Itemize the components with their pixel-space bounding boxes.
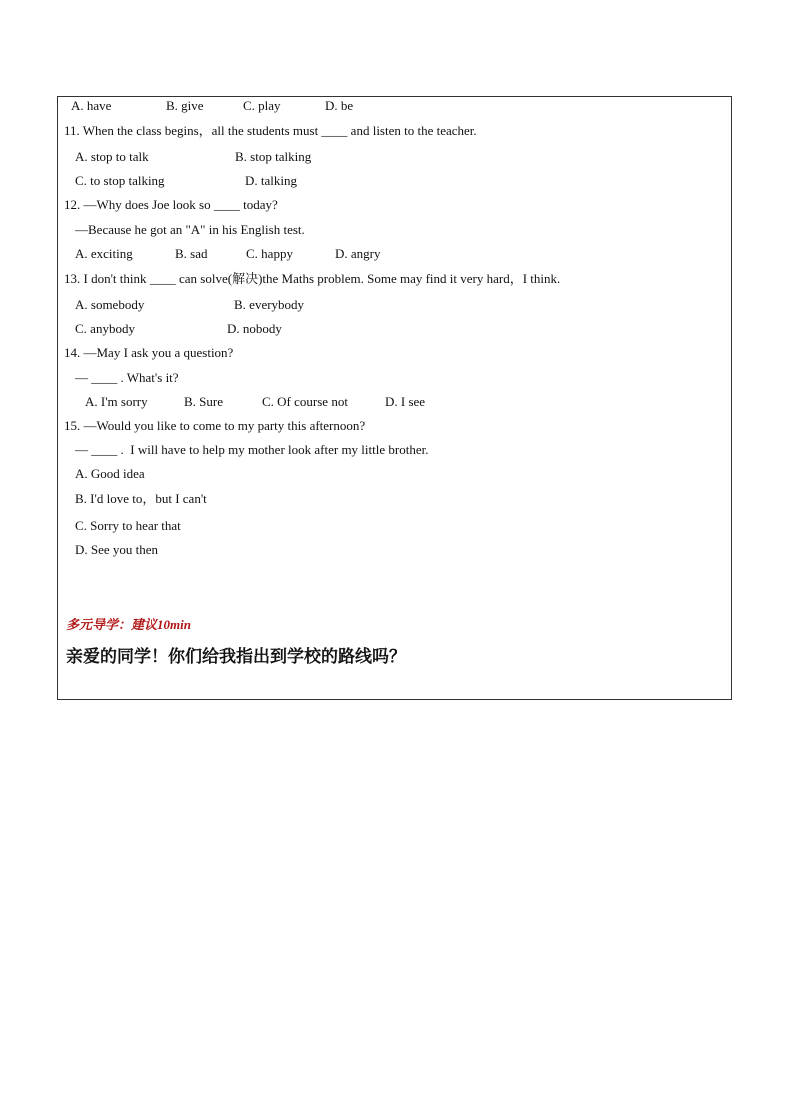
q13-stem: 13. I don't think ____ can solve(解决)the Maths problem. Some may find it very hard，I think. bbox=[64, 271, 561, 286]
q14-option-b: B. Sure bbox=[184, 394, 223, 409]
q15-option-d: D. See you then bbox=[75, 542, 159, 557]
q15-option-a: A. Good idea bbox=[75, 466, 145, 481]
q13-option-c: C. anybody bbox=[75, 321, 135, 336]
q12-option-b: B. sad bbox=[175, 246, 208, 261]
q12-stem: 12. —Why does Joe look so ____ today? bbox=[64, 197, 278, 212]
q11-option-d: D. talking bbox=[245, 173, 297, 188]
q11-stem: 11. When the class begins，all the students must ____ and listen to the teacher. bbox=[64, 123, 477, 138]
q13-option-a: A. somebody bbox=[75, 297, 145, 312]
q15-option-c: C. Sorry to hear that bbox=[75, 518, 181, 533]
q11-option-c: C. to stop talking bbox=[75, 173, 165, 188]
q11-option-a: A. stop to talk bbox=[75, 149, 149, 164]
q10-option-d: D. be bbox=[325, 98, 354, 113]
q13-option-d: D. nobody bbox=[227, 321, 282, 336]
q13-option-b: B. everybody bbox=[234, 297, 305, 312]
q11-option-b: B. stop talking bbox=[235, 149, 312, 164]
q14-option-c: C. Of course not bbox=[262, 394, 348, 409]
q10-option-a: A. have bbox=[71, 98, 112, 113]
q15-stem: 15. —Would you like to come to my party this afternoon? bbox=[64, 418, 366, 433]
q12-option-c: C. happy bbox=[246, 246, 293, 261]
guide-label: 多元导学：建议10min bbox=[66, 617, 191, 632]
q14-reply: — ____ . What's it? bbox=[75, 370, 179, 385]
prompt-heading: 亲爱的同学！你们给我指出到学校的路线吗？ bbox=[66, 647, 406, 667]
q14-stem: 14. —May I ask you a question? bbox=[64, 345, 234, 360]
q12-option-a: A. exciting bbox=[75, 246, 133, 261]
q14-option-d: D. I see bbox=[385, 394, 426, 409]
q12-option-d: D. angry bbox=[335, 246, 381, 261]
worksheet-box bbox=[57, 96, 732, 700]
q15-reply: — ____ . I will have to help my mother look after my little brother. bbox=[75, 442, 429, 457]
q12-reply: —Because he got an "A" in his English test. bbox=[75, 222, 305, 237]
q10-option-c: C. play bbox=[243, 98, 281, 113]
q10-option-b: B. give bbox=[166, 98, 204, 113]
q15-option-b: B. I'd love to，but I can't bbox=[75, 491, 207, 506]
q14-option-a: A. I'm sorry bbox=[85, 394, 148, 409]
